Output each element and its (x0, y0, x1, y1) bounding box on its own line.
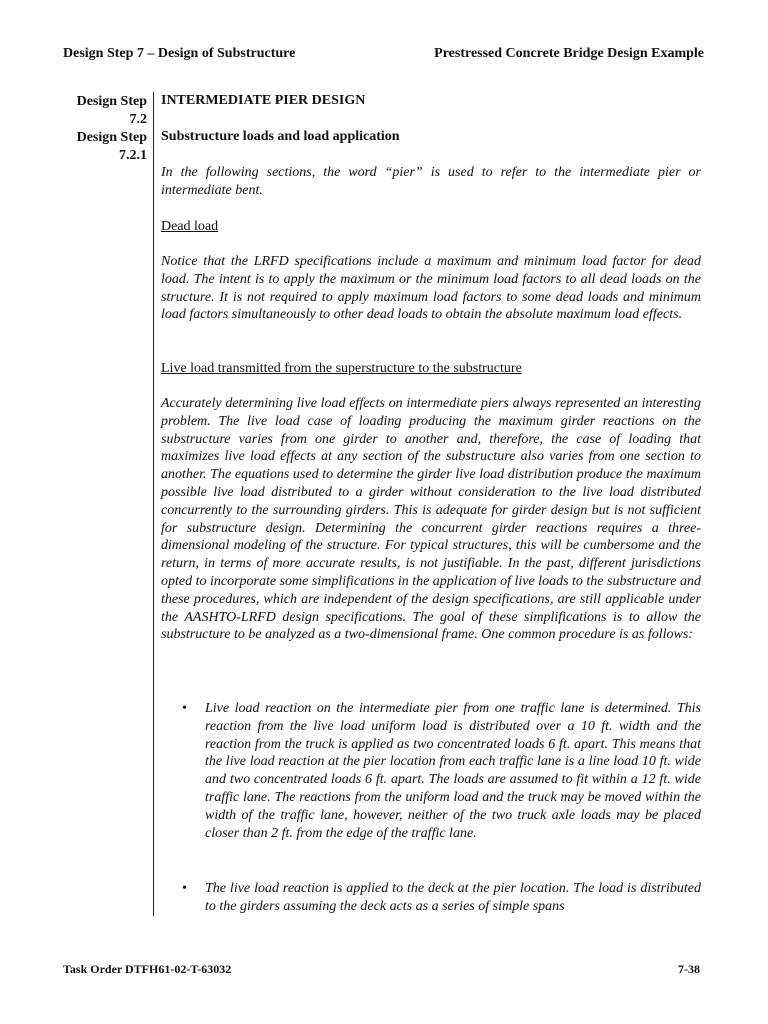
section-heading: INTERMEDIATE PIER DESIGN (161, 93, 366, 108)
design-step-7-2 (40, 93, 147, 129)
running-header-left: Design Step 7 – Design of Substructure (63, 46, 296, 61)
running-header-right: Prestressed Concrete Bridge Design Example (434, 46, 704, 61)
step-label: Design Step (76, 94, 147, 109)
margin-rule (153, 92, 154, 916)
dead-load-paragraph: Notice that the LRFD specifications include a maximum and minimum load factor for dead load. The intent is to apply the maximum or the minimum load factors to all dead loads on the structure. It is not required to apply maximum load factors to some dead loads and minimum load factors simultaneously to other dead loads to obtain the absolute maximum load effects. (161, 254, 701, 323)
dead-load-title: Dead load (161, 219, 219, 234)
live-load-title: Live load transmitted from the superstructure to the substructure (161, 361, 522, 376)
subsection-heading: Substructure loads and load application (161, 129, 400, 144)
intro-paragraph: In the following sections, the word “pier” is used to refer to the intermediate pier or intermediate bent. (161, 165, 701, 198)
bullet-item-1: Live load reaction on the intermediate pier from one traffic lane is determined. This reaction from the live load uniform load is distributed over a 10 ft. width and the reaction from the truck is applied as two concentrated loads 6 ft. apart. This means that the live load reaction at the pier location from each traffic lane is a line load 10 ft. wide and two concentrated loads 6 ft. apart. The loads are assumed to fit within a 12 ft. wide traffic lane. The reactions from the uniform load and the truck may be moved within the width of the traffic lane, however, neither of the two truck axle loads may be placed closer than 2 ft. from the edge of the traffic lane. (205, 701, 701, 841)
bullet-item-2: The live load reaction is applied to the deck at the pier location. The load is distributed to the girders assuming the deck acts as a series of simple spans (205, 881, 701, 914)
step-number: 7.2.1 (119, 148, 147, 163)
bullet-marker: • (182, 881, 187, 896)
bullet-marker: • (182, 701, 187, 716)
footer-task-order: Task Order DTFH61-02-T-63032 (63, 962, 232, 976)
live-load-paragraph: Accurately determining live load effects on intermediate piers always represented an interesting problem. The live load case of loading producing the maximum girder reactions on the substructure varies from one girder to another and, therefore, the case of loading that maximizes live load effects at any section of the substructure also varies from one section to another. The equations used to determine the girder live load distribution produce the maximum possible live load distributed to a girder without consideration to the live load distributed concurrently to the surrounding girders. This is adequate for girder design but is not sufficient for substructure design. Determining the concurrent girder reactions requires a three-dimensional modeling of the structure. For typical structures, this will be cumbersome and the return, in terms of more accurate results, is not justifiable. In the past, different jurisdictions opted to incorporate some simplifications in the application of live loads to the substructure and these procedures, which are independent of the design specifications, are still applicable under the AASHTO-LRFD design specifications. The goal of these simplifications is to allow the substructure to be analyzed as a two-dimensional frame. One common procedure is as follows: (161, 396, 701, 643)
step-label: Design Step (76, 130, 147, 145)
step-number: 7.2 (129, 112, 147, 127)
page-number: 7-38 (678, 962, 700, 976)
design-step-7-2-1 (40, 129, 147, 165)
